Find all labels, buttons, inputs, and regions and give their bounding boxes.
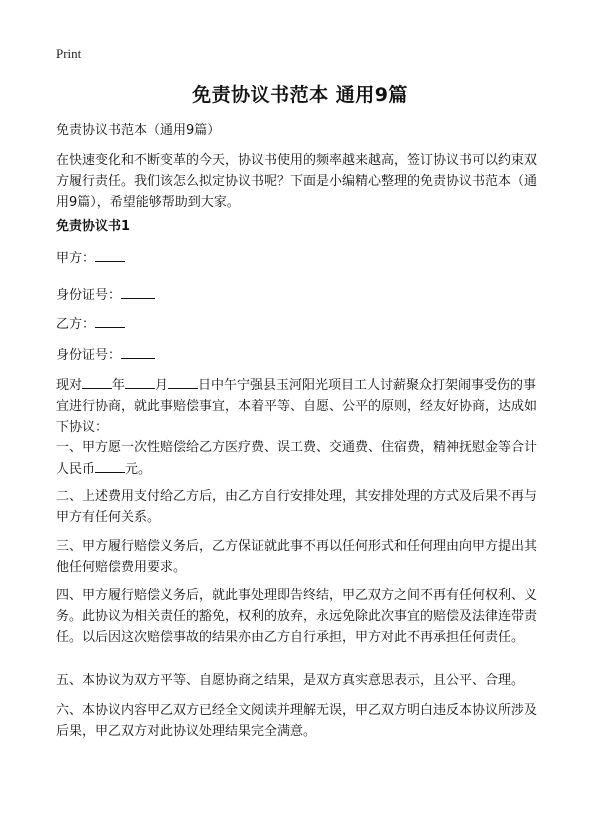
clause-4: 四、甲方履行赔偿义务后，就此事处理即告终结，甲乙双方之间不再有任何权利、义务。此协议为相关责任的豁免，权利的放弃，永远免除此次事宜的赔偿及法律连带责任。以后因这次赔偿事故的结果亦由乙方自行承担，甲方对此不再承担任何责任。	[56, 588, 538, 645]
now-prefix: 现对	[56, 378, 83, 393]
clause-3: 三、甲方履行赔偿义务后，乙方保证就此事不再以任何形式和任何理由向甲方提出其他任何赔偿费用要求。	[56, 539, 538, 575]
id-b-label: 身份证号：	[56, 348, 122, 363]
intro-paragraph: 在快速变化和不断变革的今天，协议书使用的频率越来越高，签订协议书可以约束双方履行责任。我们该怎么拟定协议书呢？下面是小编精心整理的免责协议书范本（通用9篇），希望能够帮助到大家。	[56, 153, 538, 210]
party-b-label: 乙方：	[56, 317, 96, 332]
year-blank	[82, 374, 112, 389]
month-blank	[125, 374, 155, 389]
party-a-label: 甲方：	[56, 251, 96, 266]
party-b-blank	[95, 313, 125, 328]
year-label: 年	[112, 378, 126, 393]
clause-2: 二、上述费用支付给乙方后，由乙方自行安排处理，其安排处理的方式及后果不再与甲方有任何关系。	[56, 489, 538, 525]
id-b-blank	[121, 344, 155, 359]
party-a-field	[56, 247, 546, 269]
id-b-field	[56, 344, 546, 366]
clause-1-suffix: 元。	[125, 462, 152, 477]
id-a-blank	[121, 284, 155, 299]
party-b-field	[56, 313, 546, 335]
document-title: 免责协议书范本 通用9篇	[192, 84, 408, 106]
day-blank	[168, 374, 198, 389]
month-label: 月	[155, 378, 169, 393]
now-paragraph	[56, 374, 546, 438]
now-rest: 日中午宁强县玉河阳光项目工人讨薪聚众打架闹事受伤的事宜进行协商，就此事赔偿事宜，本着平等、自愿、公平的原则，经友好协商，达成如下协议：	[56, 378, 538, 435]
clause-1-text: 一、甲方愿一次性赔偿给乙方医疗费、误工费、交通费、住宿费，精神抚慰金等合计人民币	[56, 440, 538, 477]
id-a-field	[56, 284, 546, 306]
clause-6: 六、本协议内容甲乙双方已经全文阅读并理解无误，甲乙双方明白违反本协议所涉及后果，甲乙双方对此协议处理结果完全满意。	[56, 703, 538, 739]
section-heading: 免责协议书1	[56, 219, 131, 234]
party-a-blank	[95, 247, 125, 262]
print-link[interactable]: Print	[56, 46, 82, 61]
id-a-label: 身份证号：	[56, 288, 122, 303]
clause-5: 五、本协议为双方平等、自愿协商之结果，是双方真实意思表示，且公平、合理。	[56, 673, 525, 688]
document-subtitle: 免责协议书范本（通用9篇）	[56, 123, 221, 138]
clause-1	[56, 437, 546, 480]
amount-blank	[95, 458, 125, 473]
